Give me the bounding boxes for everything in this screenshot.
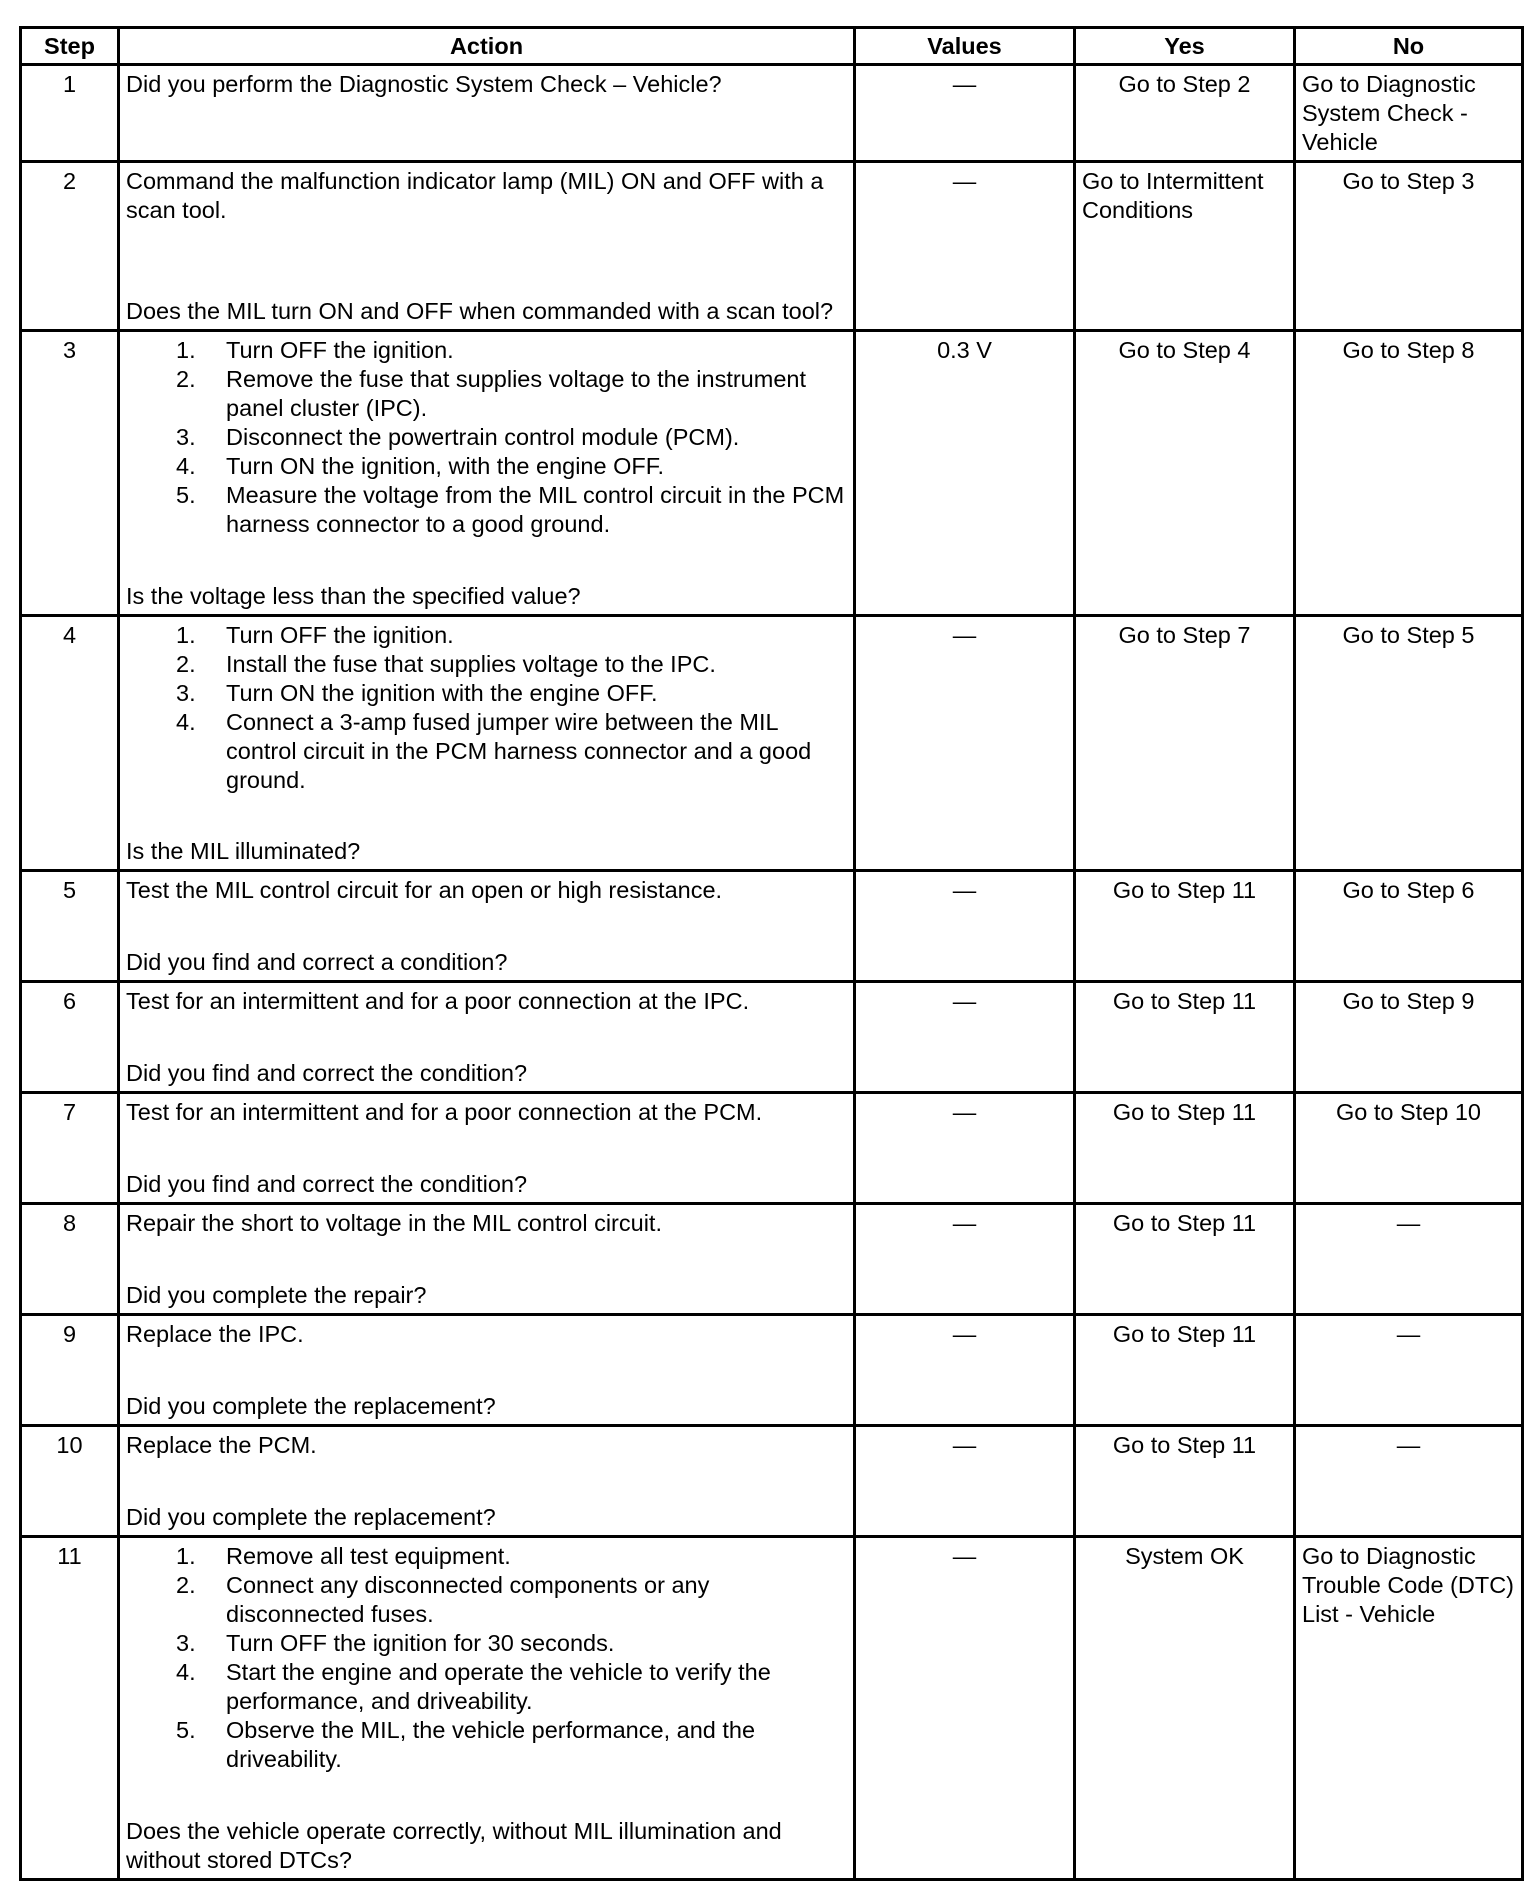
no-cell: —	[1295, 1204, 1523, 1315]
value-cell: —	[855, 1204, 1075, 1315]
no-cell: —	[1295, 1315, 1523, 1426]
no-cell: Go to Step 6	[1295, 871, 1523, 982]
header-action: Action	[119, 28, 855, 65]
action-question: Did you find and correct the condition?	[126, 1060, 528, 1086]
action-steps-list	[126, 1542, 847, 1774]
diagnostic-table-container	[19, 26, 1524, 1881]
action-cell	[119, 331, 855, 616]
no-cell: Go to Diagnostic Trouble Code (DTC) List - Vehicle	[1295, 1537, 1523, 1880]
action-text: Did you perform the Diagnostic System Check – Vehicle?	[126, 71, 722, 97]
table-row	[21, 616, 1523, 871]
step-number: 10	[21, 1426, 119, 1537]
table-row	[21, 1093, 1523, 1204]
action-cell	[119, 982, 855, 1093]
step-number: 9	[21, 1315, 119, 1426]
no-cell: Go to Step 8	[1295, 331, 1523, 616]
value-cell: —	[855, 1426, 1075, 1537]
action-steps-list	[126, 621, 847, 795]
value-cell: —	[855, 1315, 1075, 1426]
yes-cell: Go to Step 11	[1075, 871, 1295, 982]
list-item: 4. Connect a 3-amp fused jumper wire between the MIL control circuit in the PCM harness connector and a good ground.	[176, 709, 812, 793]
action-question: Is the voltage less than the specified value?	[126, 583, 581, 609]
action-cell	[119, 1204, 855, 1315]
list-item: 2. Remove the fuse that supplies voltage to the instrument panel cluster (IPC).	[176, 366, 806, 421]
header-no: No	[1295, 28, 1523, 65]
value-cell: —	[855, 162, 1075, 331]
table-row	[21, 1426, 1523, 1537]
table-row	[21, 871, 1523, 982]
header-row	[21, 28, 1523, 65]
action-question: Did you find and correct a condition?	[126, 949, 508, 975]
action-cell	[119, 1537, 855, 1880]
step-number: 6	[21, 982, 119, 1093]
action-cell	[119, 616, 855, 871]
action-cell	[119, 162, 855, 331]
action-cell	[119, 65, 855, 162]
list-item: 5. Measure the voltage from the MIL control circuit in the PCM harness connector to a good ground.	[176, 482, 845, 537]
list-item: 2. Connect any disconnected components or any disconnected fuses.	[176, 1572, 710, 1627]
step-number: 2	[21, 162, 119, 331]
table-row	[21, 1537, 1523, 1880]
action-steps-list	[126, 336, 847, 539]
table-row	[21, 1204, 1523, 1315]
list-item: 3. Turn OFF the ignition for 30 seconds.	[176, 1630, 615, 1656]
action-question: Did you complete the replacement?	[126, 1504, 496, 1530]
action-question: Did you complete the replacement?	[126, 1393, 496, 1419]
list-item: 4. Turn ON the ignition, with the engine OFF.	[176, 453, 665, 479]
action-text: Replace the PCM.	[126, 1432, 317, 1458]
step-number: 1	[21, 65, 119, 162]
yes-cell: Go to Step 7	[1075, 616, 1295, 871]
yes-cell: Go to Step 2	[1075, 65, 1295, 162]
action-text: Test the MIL control circuit for an open or high resistance.	[126, 877, 723, 903]
action-text: Repair the short to voltage in the MIL control circuit.	[126, 1210, 662, 1236]
table-row	[21, 331, 1523, 616]
action-question: Did you complete the repair?	[126, 1282, 427, 1308]
value-cell: —	[855, 65, 1075, 162]
header-yes: Yes	[1075, 28, 1295, 65]
value-cell: —	[855, 1093, 1075, 1204]
no-cell: Go to Step 3	[1295, 162, 1523, 331]
action-cell	[119, 871, 855, 982]
header-values: Values	[855, 28, 1075, 65]
step-number: 7	[21, 1093, 119, 1204]
yes-cell: Go to Step 11	[1075, 982, 1295, 1093]
list-item: 4. Start the engine and operate the vehicle to verify the performance, and driveability.	[176, 1659, 771, 1714]
table-row	[21, 162, 1523, 331]
no-cell: Go to Step 9	[1295, 982, 1523, 1093]
list-item: 1. Turn OFF the ignition.	[176, 622, 454, 648]
action-cell	[119, 1426, 855, 1537]
action-question: Does the vehicle operate correctly, without MIL illumination and without stored DTCs?	[126, 1818, 782, 1873]
action-question: Is the MIL illuminated?	[126, 838, 361, 864]
value-cell: —	[855, 982, 1075, 1093]
value-cell: —	[855, 871, 1075, 982]
list-item: 1. Turn OFF the ignition.	[176, 337, 454, 363]
yes-cell: Go to Step 11	[1075, 1204, 1295, 1315]
action-cell	[119, 1093, 855, 1204]
step-number: 3	[21, 331, 119, 616]
value-cell: 0.3 V	[855, 331, 1075, 616]
value-cell: —	[855, 616, 1075, 871]
table-row	[21, 65, 1523, 162]
yes-cell: System OK	[1075, 1537, 1295, 1880]
action-question: Does the MIL turn ON and OFF when commanded with a scan tool?	[126, 298, 834, 324]
yes-cell: Go to Step 11	[1075, 1315, 1295, 1426]
step-number: 8	[21, 1204, 119, 1315]
yes-cell: Go to Step 4	[1075, 331, 1295, 616]
list-item: 5. Observe the MIL, the vehicle performance, and the driveability.	[176, 1717, 756, 1772]
no-cell: —	[1295, 1426, 1523, 1537]
diagnostic-table	[19, 26, 1524, 1881]
yes-cell: Go to Step 11	[1075, 1093, 1295, 1204]
step-number: 5	[21, 871, 119, 982]
action-text: Test for an intermittent and for a poor connection at the IPC.	[126, 988, 750, 1014]
action-text: Command the malfunction indicator lamp (MIL) ON and OFF with a scan tool.	[126, 168, 824, 223]
list-item: 1. Remove all test equipment.	[176, 1543, 511, 1569]
value-cell: —	[855, 1537, 1075, 1880]
list-item: 3. Turn ON the ignition with the engine OFF.	[176, 680, 658, 706]
action-text: Test for an intermittent and for a poor connection at the PCM.	[126, 1099, 763, 1125]
step-number: 4	[21, 616, 119, 871]
list-item: 3. Disconnect the powertrain control module (PCM).	[176, 424, 740, 450]
no-cell: Go to Step 5	[1295, 616, 1523, 871]
table-row	[21, 982, 1523, 1093]
action-text: Replace the IPC.	[126, 1321, 304, 1347]
table-row	[21, 1315, 1523, 1426]
action-cell	[119, 1315, 855, 1426]
list-item: 2. Install the fuse that supplies voltage to the IPC.	[176, 651, 716, 677]
step-number: 11	[21, 1537, 119, 1880]
no-cell: Go to Diagnostic System Check - Vehicle	[1295, 65, 1523, 162]
header-step: Step	[21, 28, 119, 65]
yes-cell: Go to Step 11	[1075, 1426, 1295, 1537]
action-question: Did you find and correct the condition?	[126, 1171, 528, 1197]
no-cell: Go to Step 10	[1295, 1093, 1523, 1204]
yes-cell: Go to Intermittent Conditions	[1075, 162, 1295, 331]
